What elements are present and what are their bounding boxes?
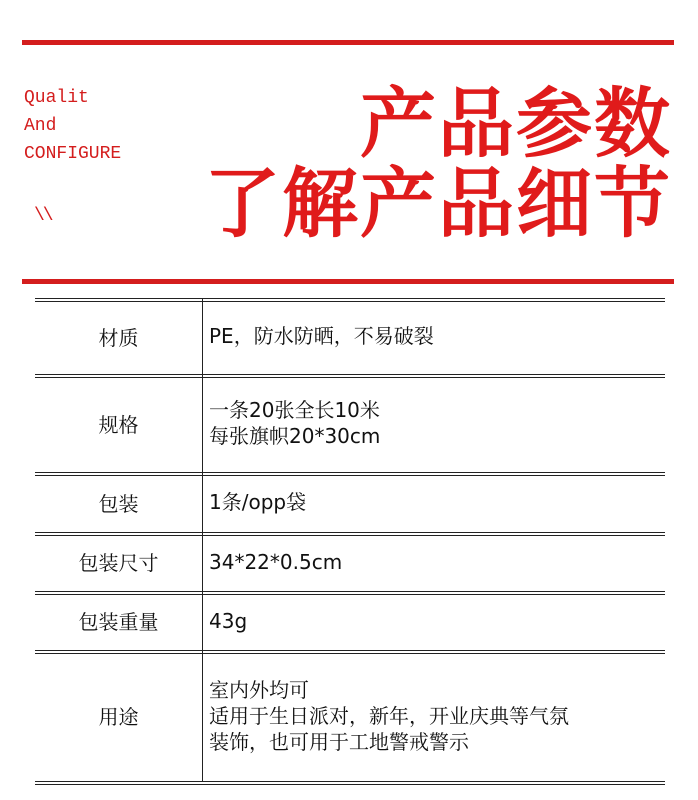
spec-table [35, 298, 665, 787]
spec-value-line: 43g [209, 608, 248, 633]
spec-row-packaging [35, 472, 665, 532]
spec-row-size [35, 374, 665, 472]
spec-value [203, 298, 665, 374]
spec-value-line: 装饰，也可用于工地警戒警示 [209, 729, 469, 754]
tagline-line: Qualit [24, 88, 89, 108]
spec-value-line: 34*22*0.5cm [209, 549, 343, 574]
tagline-line: CONFIGURE [24, 144, 122, 164]
spec-label: 规格 [35, 374, 203, 472]
spec-value [203, 374, 665, 472]
middle-red-rule [22, 279, 674, 284]
english-tagline [24, 84, 121, 168]
spec-row-usage [35, 650, 665, 781]
spec-row-package-size [35, 532, 665, 591]
spec-label: 用途 [35, 650, 203, 781]
spec-value-line: 每张旗帜20*30cm [209, 424, 381, 448]
tagline-line: And [24, 116, 57, 136]
spec-value-line: 1条/opp袋 [209, 490, 307, 514]
spec-value-line: 一条20张全长10米 [209, 398, 380, 422]
spec-row-material [35, 298, 665, 374]
spec-label: 包装重量 [35, 591, 203, 650]
spec-value [203, 532, 665, 591]
spec-value-line: 室内外均可 [209, 677, 309, 702]
spec-label: 材质 [35, 298, 203, 374]
backslash-mark: \\ [34, 206, 52, 226]
spec-label: 包装 [35, 472, 203, 532]
spec-value [203, 591, 665, 650]
headline-product-params: 产品参数 [360, 79, 672, 168]
spec-value-line: 适用于生日派对，新年，开业庆典等气氛 [209, 703, 569, 728]
spec-value [203, 650, 665, 781]
spec-label: 包装尺寸 [35, 532, 203, 591]
table-bottom-rule [35, 781, 665, 787]
top-red-rule [22, 40, 674, 45]
spec-value [203, 472, 665, 532]
spec-value-line: PE，防水防晒，不易破裂 [209, 324, 434, 348]
spec-row-package-weight [35, 591, 665, 650]
headline-product-details: 了解产品细节 [204, 159, 672, 248]
